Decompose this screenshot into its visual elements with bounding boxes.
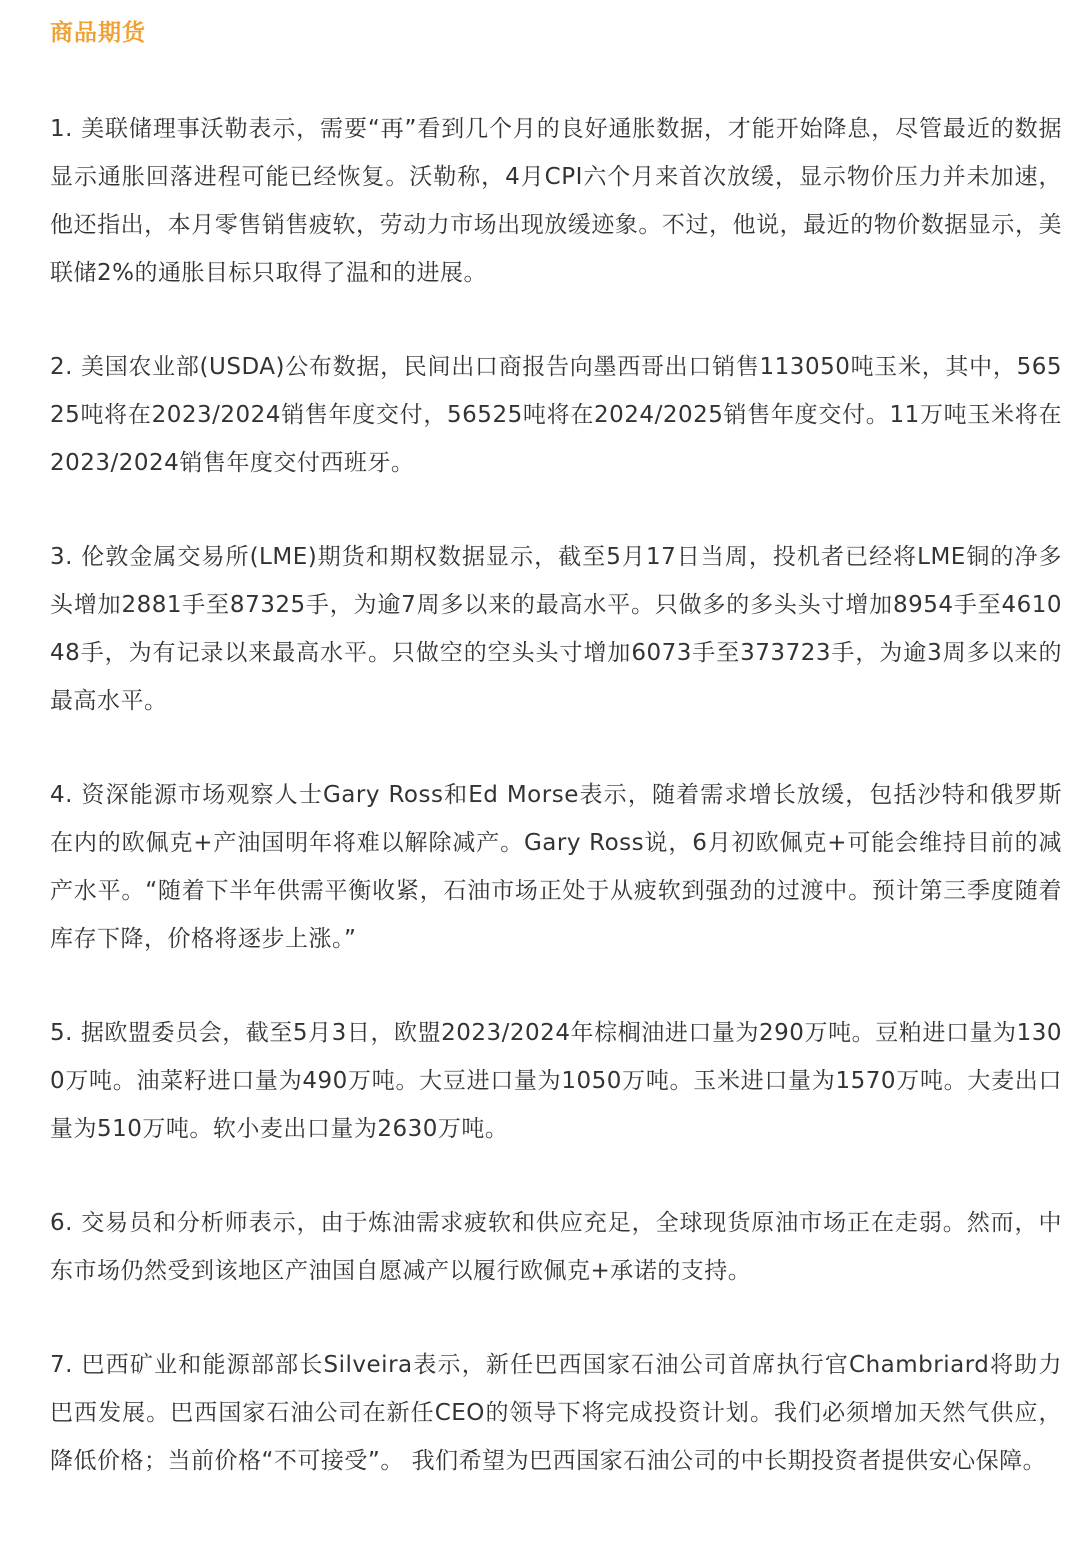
news-item-1: 1. 美联储理事沃勒表示，需要“再”看到几个月的良好通胀数据，才能开始降息，尽管最近的数据显示通胀回落进程可能已经恢复。沃勒称，4月CPI六个月来首次放缓，显示物价压力并未加速，他还指出，本月零售销售疲软，劳动力市场出现放缓迹象。不过，他说，最近的物价数据显示，美联储2%的通胀目标只取得了温和的进展。 (50, 116, 1062, 286)
news-item-3: 3. 伦敦金属交易所(LME)期货和期权数据显示，截至5月17日当周，投机者已经将LME铜的净多头增加2881手至87325手，为逾7周多以来的最高水平。只做多的多头头寸增加8954手至461048手，为有记录以来最高水平。只做空的空头头寸增加6073手至373723手，为逾3周多以来的最高水平。 (50, 544, 1062, 714)
news-item-7: 7. 巴西矿业和能源部部长Silveira表示，新任巴西国家石油公司首席执行官Chambriard将助力巴西发展。巴西国家石油公司在新任CEO的领导下将完成投资计划。我们必须增加天然气供应，降低价格；当前价格“不可接受”。 我们希望为巴西国家石油公司的中长期投资者提供安心保障。 (50, 1352, 1062, 1474)
news-item-4: 4. 资深能源市场观察人士Gary Ross和Ed Morse表示，随着需求增长放缓，包括沙特和俄罗斯在内的欧佩克+产油国明年将难以解除减产。Gary Ross说，6月初欧佩克+可能会维持目前的减产水平。“随着下半年供需平衡收紧，石油市场正处于从疲软到强劲的过渡中。预计第三季度随着库存下降，价格将逐步上涨。” (50, 782, 1062, 952)
section-title: 商品期货 (50, 20, 146, 46)
news-item-5: 5. 据欧盟委员会，截至5月3日，欧盟2023/2024年棕榈油进口量为290万吨。豆粕进口量为1300万吨。油菜籽进口量为490万吨。大豆进口量为1050万吨。玉米进口量为1570万吨。大麦出口量为510万吨。软小麦出口量为2630万吨。 (50, 1020, 1062, 1142)
news-item-6: 6. 交易员和分析师表示，由于炼油需求疲软和供应充足，全球现货原油市场正在走弱。然而，中东市场仍然受到该地区产油国自愿减产以履行欧佩克+承诺的支持。 (50, 1210, 1062, 1284)
news-item-2: 2. 美国农业部(USDA)公布数据，民间出口商报告向墨西哥出口销售113050吨玉米，其中，56525吨将在2023/2024销售年度交付，56525吨将在2024/2025销售年度交付。11万吨玉米将在2023/2024销售年度交付西班牙。 (50, 354, 1062, 476)
